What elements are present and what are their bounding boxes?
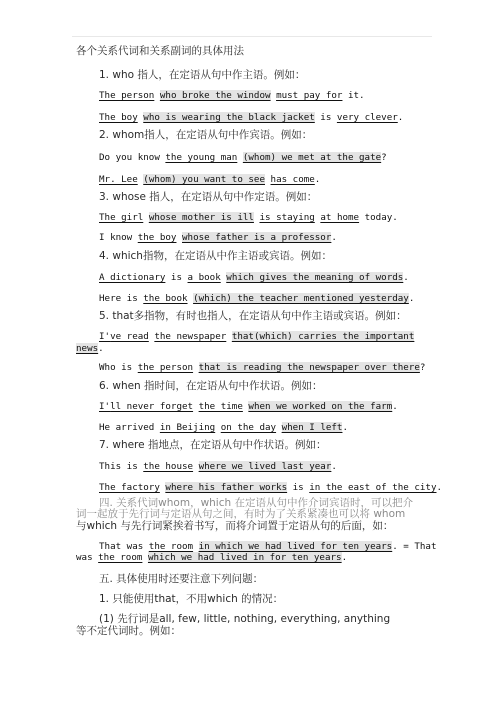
- text-segment: ?: [381, 152, 387, 163]
- text-segment: Who is: [99, 362, 138, 373]
- text-segment: 7. where 指地点，在定语从句中作状语。例如：: [99, 439, 327, 451]
- text-segment: ll never forget: [110, 401, 194, 412]
- text-segment: in which we had lived for ten years: [198, 541, 393, 552]
- text-segment: 1. 只能使用that，不用which 的情况：: [99, 593, 284, 605]
- text-segment: who broke the window: [159, 90, 271, 101]
- text-segment: . = That: [392, 541, 437, 552]
- text-segment: 3. whose 指人，在定语从句中作定语。例如：: [99, 191, 318, 203]
- text-segment: 四. 关系代词whom，which 在定语从句中作介词宾语时，可以把介: [99, 497, 413, 509]
- text-segment: on the day: [220, 422, 277, 433]
- text-segment: That was: [99, 541, 149, 552]
- text-segment: 4. which指物，在定语从中作主语或宾语。例如：: [99, 250, 332, 262]
- text-segment: 1. who 指人，在定语从句中作主语。例如：: [99, 69, 306, 81]
- line-32: [76, 624, 181, 638]
- line-1: [76, 44, 244, 58]
- text-segment: (1) 先行词是all, few, little, nothing, everything, anything: [99, 613, 391, 625]
- text-segment: when I left: [281, 422, 343, 433]
- text-segment: that(which) carries the important: [231, 331, 415, 342]
- line-28: [76, 551, 347, 565]
- line-23: [99, 481, 442, 495]
- text-segment: .: [392, 401, 398, 412]
- line-18: [99, 379, 323, 393]
- text-segment: Do you know: [99, 152, 166, 163]
- text-segment: [276, 422, 282, 433]
- line-13: [99, 292, 414, 306]
- text-segment: 词一起放于先行词与定语从句之间，有时为了关系紧凑也可以将 whom: [76, 508, 406, 520]
- text-segment: the newspaper: [154, 331, 227, 342]
- text-segment: .: [436, 482, 443, 493]
- text-segment: 6. when 指时间，在定语从句中作状语。例如：: [99, 380, 323, 392]
- text-segment: I': [99, 331, 111, 342]
- text-segment: (which) the teacher mentioned yesterday: [193, 293, 409, 304]
- text-segment: must pay for: [276, 90, 343, 101]
- text-segment: very clever: [336, 112, 398, 123]
- text-segment: Here is: [99, 293, 144, 304]
- text-segment: that is reading the newspaper over there: [198, 362, 420, 373]
- text-segment: .: [397, 112, 404, 123]
- text-segment: The person: [99, 90, 155, 101]
- line-5: [99, 128, 312, 142]
- line-21: [99, 438, 326, 452]
- line-14: [99, 309, 407, 323]
- text-segment: it.: [342, 90, 365, 101]
- line-29: [99, 572, 263, 586]
- text-segment: .: [408, 293, 415, 304]
- text-segment: where his father works: [165, 482, 288, 493]
- text-segment: This is: [99, 461, 144, 472]
- line-16: [76, 342, 104, 356]
- text-segment: whose mother is ill: [148, 212, 254, 223]
- text-segment: ve read: [110, 331, 149, 342]
- text-segment: A dictionary: [99, 272, 166, 283]
- text-segment: He arrived: [99, 422, 160, 433]
- text-segment: who is wearing the black jacket: [143, 112, 315, 123]
- text-segment: .: [342, 422, 349, 433]
- line-10: [99, 231, 337, 245]
- text-segment: .: [341, 552, 348, 563]
- line-4: [99, 111, 403, 125]
- line-12: [99, 271, 409, 285]
- text-segment: [226, 331, 232, 342]
- text-segment: 与which 与先行词紧挨着书写，而将介词置于定语从句的后面，如：: [76, 520, 394, 532]
- line-15: [99, 330, 414, 344]
- text-segment: ?: [419, 362, 426, 373]
- text-segment: The factory: [99, 482, 160, 493]
- text-segment: is staying: [259, 212, 315, 223]
- line-22: [99, 460, 337, 474]
- text-segment: Mr. Lee: [99, 174, 138, 185]
- text-segment: the young man: [165, 152, 238, 163]
- line-6: [99, 151, 387, 165]
- text-segment: .: [314, 174, 321, 185]
- text-segment: (whom) you want to see: [143, 174, 265, 185]
- text-segment: [193, 362, 199, 373]
- line-8: [99, 190, 317, 204]
- text-segment: the room: [148, 541, 194, 552]
- text-segment: was: [76, 552, 99, 563]
- text-segment: is: [314, 112, 337, 123]
- text-segment: in the east of the city: [309, 482, 437, 493]
- line-30: [99, 592, 283, 606]
- text-segment: where we lived last year: [198, 461, 332, 472]
- text-segment: .: [403, 272, 409, 283]
- text-segment: when we worked on the farm: [248, 401, 393, 412]
- text-segment: the room: [98, 552, 143, 563]
- text-segment: .: [98, 343, 104, 354]
- text-segment: which gives the meaning of words: [226, 272, 404, 283]
- text-segment: today.: [359, 212, 398, 223]
- text-segment: which we had lived in for ten years: [147, 552, 342, 563]
- text-segment: .: [331, 232, 337, 243]
- line-3: [99, 89, 365, 103]
- header-rule: [72, 36, 432, 37]
- text-segment: (whom) we met at the gate: [242, 152, 382, 163]
- line-11: [99, 249, 332, 263]
- text-segment: 等不定代词时。例如：: [76, 625, 181, 637]
- text-segment: is: [165, 272, 188, 283]
- text-segment: a book: [187, 272, 221, 283]
- line-20: [99, 421, 348, 435]
- text-segment: in Beijing: [159, 422, 216, 433]
- text-segment: at home: [320, 212, 360, 223]
- text-segment: 2. whom指人，在定语从句中作宾语。例如：: [99, 129, 313, 141]
- line-7: [99, 173, 320, 187]
- text-segment: the house: [143, 461, 194, 472]
- text-segment: 五. 具体使用时还要注意下列问题：: [99, 573, 264, 585]
- text-segment: has come: [270, 174, 315, 185]
- text-segment: I know: [99, 232, 138, 243]
- text-segment: the time: [198, 401, 243, 412]
- line-17: [99, 361, 425, 375]
- text-segment: 5. that多指物，有时也指人，在定语从句中作主语或宾语。例如：: [99, 310, 407, 322]
- text-segment: The girl: [99, 212, 144, 223]
- text-segment: The boy: [99, 112, 138, 123]
- text-segment: [143, 212, 149, 223]
- text-segment: is: [287, 482, 310, 493]
- text-segment: the boy: [137, 232, 177, 243]
- text-segment: 各个关系代词和关系副词的具体用法: [76, 45, 244, 57]
- text-segment: I': [99, 401, 111, 412]
- line-26: [76, 519, 393, 533]
- line-2: [99, 68, 305, 82]
- text-segment: the book: [143, 293, 188, 304]
- line-19: [99, 400, 398, 414]
- text-segment: the person: [137, 362, 194, 373]
- line-9: [99, 211, 398, 225]
- text-segment: whose father is a professor: [182, 232, 332, 243]
- text-segment: [193, 461, 199, 472]
- text-segment: news: [76, 343, 99, 354]
- text-segment: .: [331, 461, 337, 472]
